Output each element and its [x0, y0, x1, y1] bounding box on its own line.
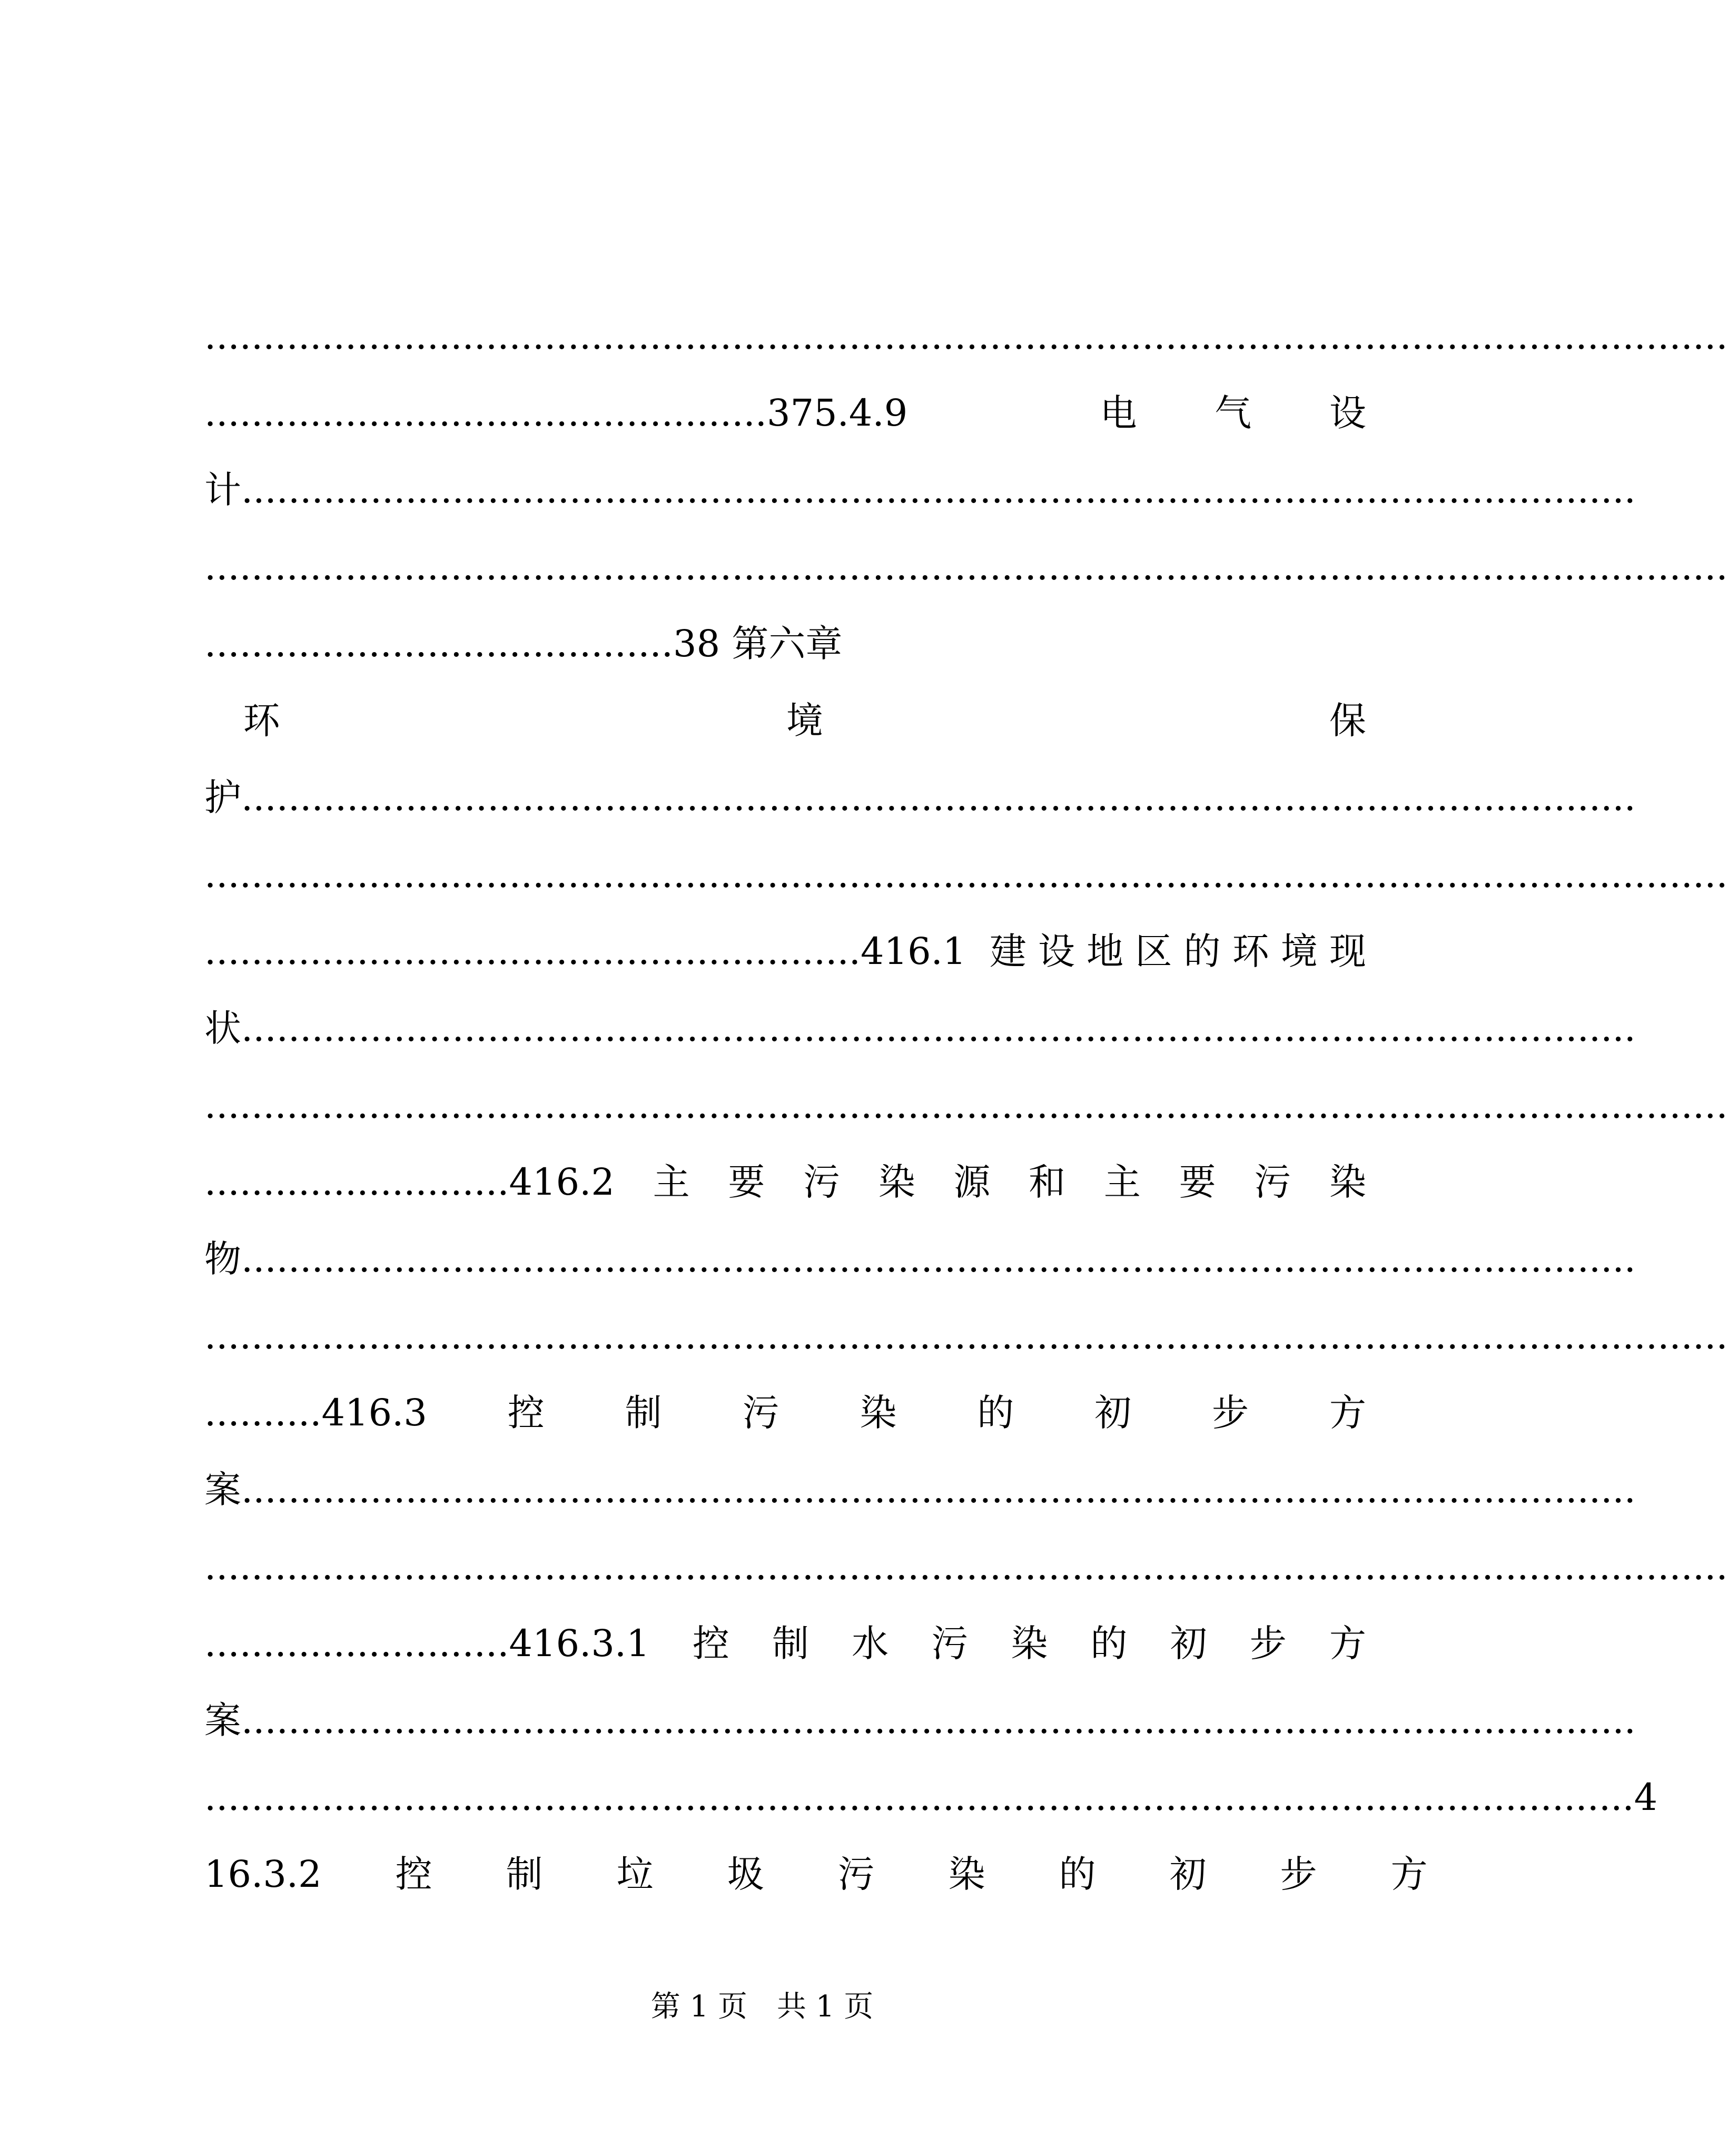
toc-line: .................................................................................................................................. — [204, 545, 1728, 588]
toc-line: .................................................................................................................................. — [204, 1084, 1728, 1127]
toc-line: ..........................416.3.1 控 制 水 污 染 的 初 步 方 — [204, 1622, 1366, 1665]
toc-line: .................................................................................................................................. — [204, 853, 1728, 896]
toc-line: ........................................38 第六章 — [204, 622, 843, 665]
toc-line: .................................................................................................................................. — [204, 1545, 1728, 1588]
table-of-contents — [204, 298, 1728, 1913]
toc-line: .................................................................................................................................. — [204, 314, 1728, 358]
toc-line: ..........416.3 控 制 污 染 的 初 步 方 — [204, 1391, 1366, 1434]
toc-line: 物....................................................................................................................... — [204, 1237, 1636, 1281]
toc-line: 环 境 保 — [204, 699, 1366, 742]
page-footer: 第 1 页 共 1 页 — [650, 1990, 874, 2024]
toc-line: ................................................375.4.9 电 气 设 — [204, 391, 1366, 435]
toc-line: ........................................................416.1 建设地区的环境现 — [204, 930, 1366, 973]
toc-line: 护....................................................................................................................... — [204, 776, 1636, 819]
toc-line: .................................................................................................................................. — [204, 1314, 1728, 1357]
toc-line: ..........................416.2 主 要 污 染 源 和 主 要 污 染 — [204, 1160, 1366, 1204]
toc-line: 状....................................................................................................................... — [204, 1007, 1636, 1050]
toc-line: 计....................................................................................................................... — [204, 468, 1636, 511]
toc-line: 案....................................................................................................................... — [204, 1468, 1636, 1511]
toc-line: 案....................................................................................................................... — [204, 1699, 1636, 1742]
toc-line: ..........................................................................................................................4 — [204, 1776, 1658, 1819]
toc-line: 16.3.2 控 制 垃 圾 污 染 的 初 步 方 — [204, 1853, 1428, 1896]
